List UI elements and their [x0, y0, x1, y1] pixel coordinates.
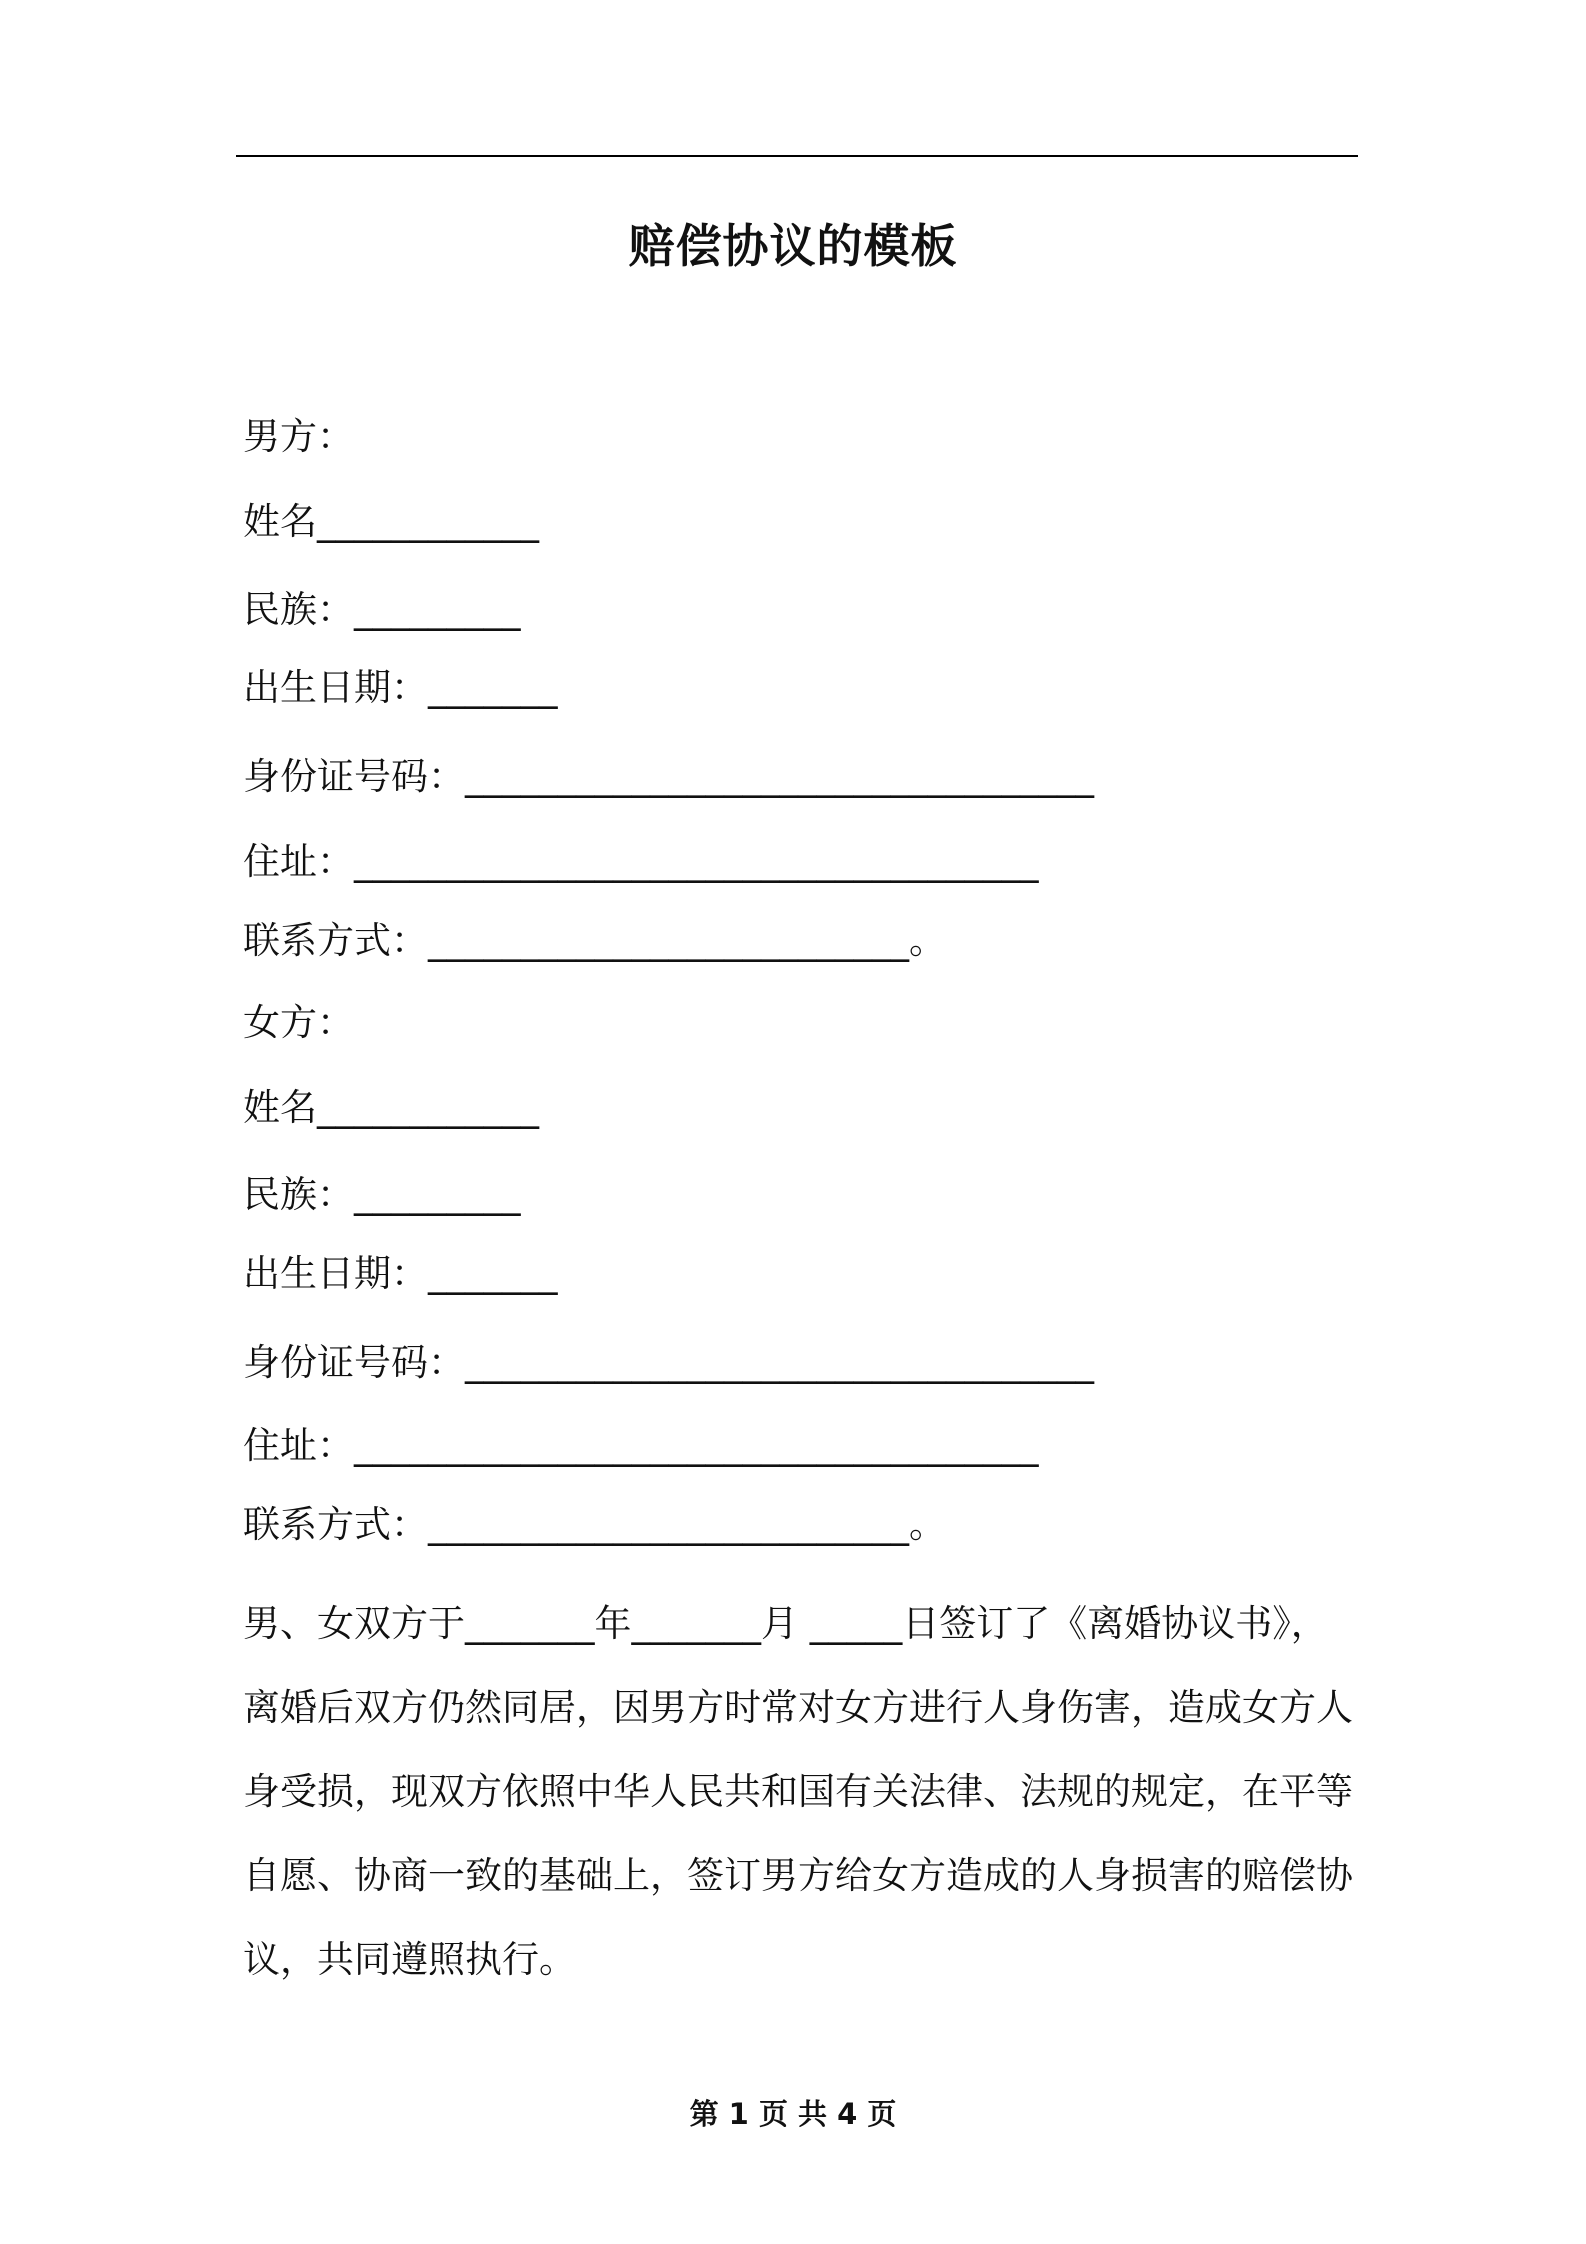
paragraph-line: 男、女双方于_______年_______月 _____日签订了《离婚协议书》， — [243, 1602, 1328, 1645]
male-contact-field: 联系方式：__________________________。 — [243, 919, 946, 962]
male-party-heading: 男方： — [243, 415, 354, 458]
female-party-heading: 女方： — [243, 1001, 354, 1044]
document-title: 赔偿协议的模板 — [628, 219, 958, 273]
female-address-field: 住址：_____________________________________ — [243, 1424, 1039, 1467]
female-name-field: 姓名____________ — [243, 1086, 539, 1129]
female-id-number-field: 身份证号码：__________________________________ — [243, 1341, 1094, 1384]
male-ethnicity-field: 民族：_________ — [243, 588, 521, 631]
male-address-field: 住址：_____________________________________ — [243, 840, 1039, 883]
female-birth-date-field: 出生日期：_______ — [243, 1252, 558, 1295]
female-ethnicity-field: 民族：_________ — [243, 1173, 521, 1216]
paragraph-line: 身受损，现双方依照中华人民共和国有关法律、法规的规定，在平等 — [243, 1770, 1353, 1813]
page-number-footer: 第 1 页 共 4 页 — [689, 2097, 897, 2131]
female-contact-field: 联系方式：__________________________。 — [243, 1503, 946, 1546]
header-rule — [236, 155, 1358, 157]
agreement-paragraph — [243, 1582, 1361, 2002]
paragraph-line: 自愿、协商一致的基础上，签订男方给女方造成的人身损害的赔偿协 — [243, 1854, 1353, 1897]
male-name-field: 姓名____________ — [243, 500, 539, 543]
male-birth-date-field: 出生日期：_______ — [243, 666, 558, 709]
male-id-number-field: 身份证号码：__________________________________ — [243, 755, 1094, 798]
paragraph-line: 离婚后双方仍然同居，因男方时常对女方进行人身伤害，造成女方人 — [243, 1686, 1353, 1729]
paragraph-line: 议，共同遵照执行。 — [243, 1938, 576, 1981]
